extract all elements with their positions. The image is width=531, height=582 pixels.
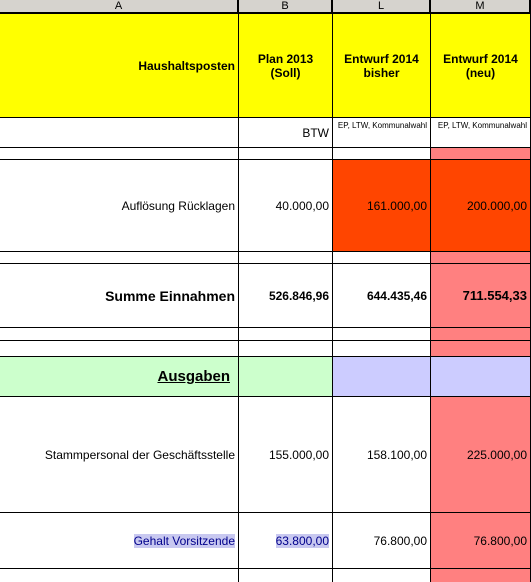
empty-cell[interactable] — [333, 148, 431, 160]
gehalt-plan-text: 63.800,00 — [275, 533, 329, 548]
empty-cell[interactable] — [431, 328, 531, 341]
section-ausgaben[interactable]: Ausgaben — [0, 357, 239, 397]
header-entwurf-neu-text: Entwurf 2014 (neu) — [443, 51, 518, 80]
note-btw[interactable]: BTW — [239, 118, 333, 148]
cell-gehalt-plan[interactable] — [239, 513, 333, 569]
cell-ruecklagen-neu[interactable]: 200.000,00 — [431, 160, 531, 252]
empty-cell[interactable] — [431, 341, 531, 357]
empty-cell[interactable] — [431, 569, 531, 582]
notes-label-cell[interactable] — [0, 118, 239, 148]
empty-cell[interactable] — [333, 341, 431, 357]
cell-gehalt-neu[interactable]: 76.800,00 — [431, 513, 531, 569]
empty-cell[interactable] — [0, 341, 239, 357]
empty-cell[interactable] — [333, 328, 431, 341]
empty-cell[interactable] — [0, 148, 239, 160]
gehalt-label-text: Gehalt Vorsitzende — [133, 533, 235, 548]
empty-cell[interactable] — [333, 252, 431, 264]
empty-cell[interactable] — [239, 357, 333, 397]
header-haushaltsposten-text: Haushaltsposten — [138, 58, 235, 73]
header-plan-2013[interactable] — [239, 14, 333, 118]
row-label-ruecklagen[interactable]: Auflösung Rücklagen — [0, 160, 239, 252]
empty-cell[interactable] — [239, 148, 333, 160]
empty-cell[interactable] — [333, 357, 431, 397]
empty-cell[interactable] — [431, 357, 531, 397]
column-header-m[interactable]: M — [431, 0, 531, 14]
empty-cell[interactable] — [239, 569, 333, 582]
empty-cell[interactable] — [239, 328, 333, 341]
empty-cell[interactable] — [431, 252, 531, 264]
cell-summe-bisher[interactable]: 644.435,46 — [333, 264, 431, 328]
cell-stammpersonal-plan[interactable]: 155.000,00 — [239, 397, 333, 513]
note-entwurf-bisher[interactable]: EP, LTW, Kommunalwahl — [333, 118, 431, 148]
empty-cell[interactable] — [239, 341, 333, 357]
empty-cell[interactable] — [239, 252, 333, 264]
empty-cell[interactable] — [0, 328, 239, 341]
column-header-a[interactable]: A — [0, 0, 239, 14]
cell-summe-neu[interactable]: 711.554,33 — [431, 264, 531, 328]
cell-gehalt-bisher[interactable]: 76.800,00 — [333, 513, 431, 569]
empty-cell[interactable] — [0, 252, 239, 264]
note-entwurf-neu[interactable]: EP, LTW, Kommunalwahl — [431, 118, 531, 148]
cell-stammpersonal-neu[interactable]: 225.000,00 — [431, 397, 531, 513]
cell-ruecklagen-plan[interactable]: 40.000,00 — [239, 160, 333, 252]
header-entwurf-neu[interactable] — [431, 14, 531, 118]
empty-cell[interactable] — [431, 148, 531, 160]
cell-ruecklagen-bisher[interactable]: 161.000,00 — [333, 160, 431, 252]
header-entwurf-bisher[interactable] — [333, 14, 431, 118]
empty-cell[interactable] — [0, 569, 239, 582]
cell-stammpersonal-bisher[interactable]: 158.100,00 — [333, 397, 431, 513]
column-header-l[interactable]: L — [333, 0, 431, 14]
header-entwurf-bisher-text: Entwurf 2014 bisher — [344, 51, 419, 80]
header-plan-2013-text: Plan 2013 (Soll) — [257, 51, 314, 80]
row-label-summe[interactable]: Summe Einnahmen — [0, 264, 239, 328]
header-haushaltsposten[interactable] — [0, 14, 239, 118]
row-label-gehalt[interactable] — [0, 513, 239, 569]
empty-cell[interactable] — [333, 569, 431, 582]
cell-summe-plan[interactable]: 526.846,96 — [239, 264, 333, 328]
row-label-stammpersonal[interactable]: Stammpersonal der Geschäftsstelle — [0, 397, 239, 513]
column-header-b[interactable]: B — [239, 0, 333, 14]
